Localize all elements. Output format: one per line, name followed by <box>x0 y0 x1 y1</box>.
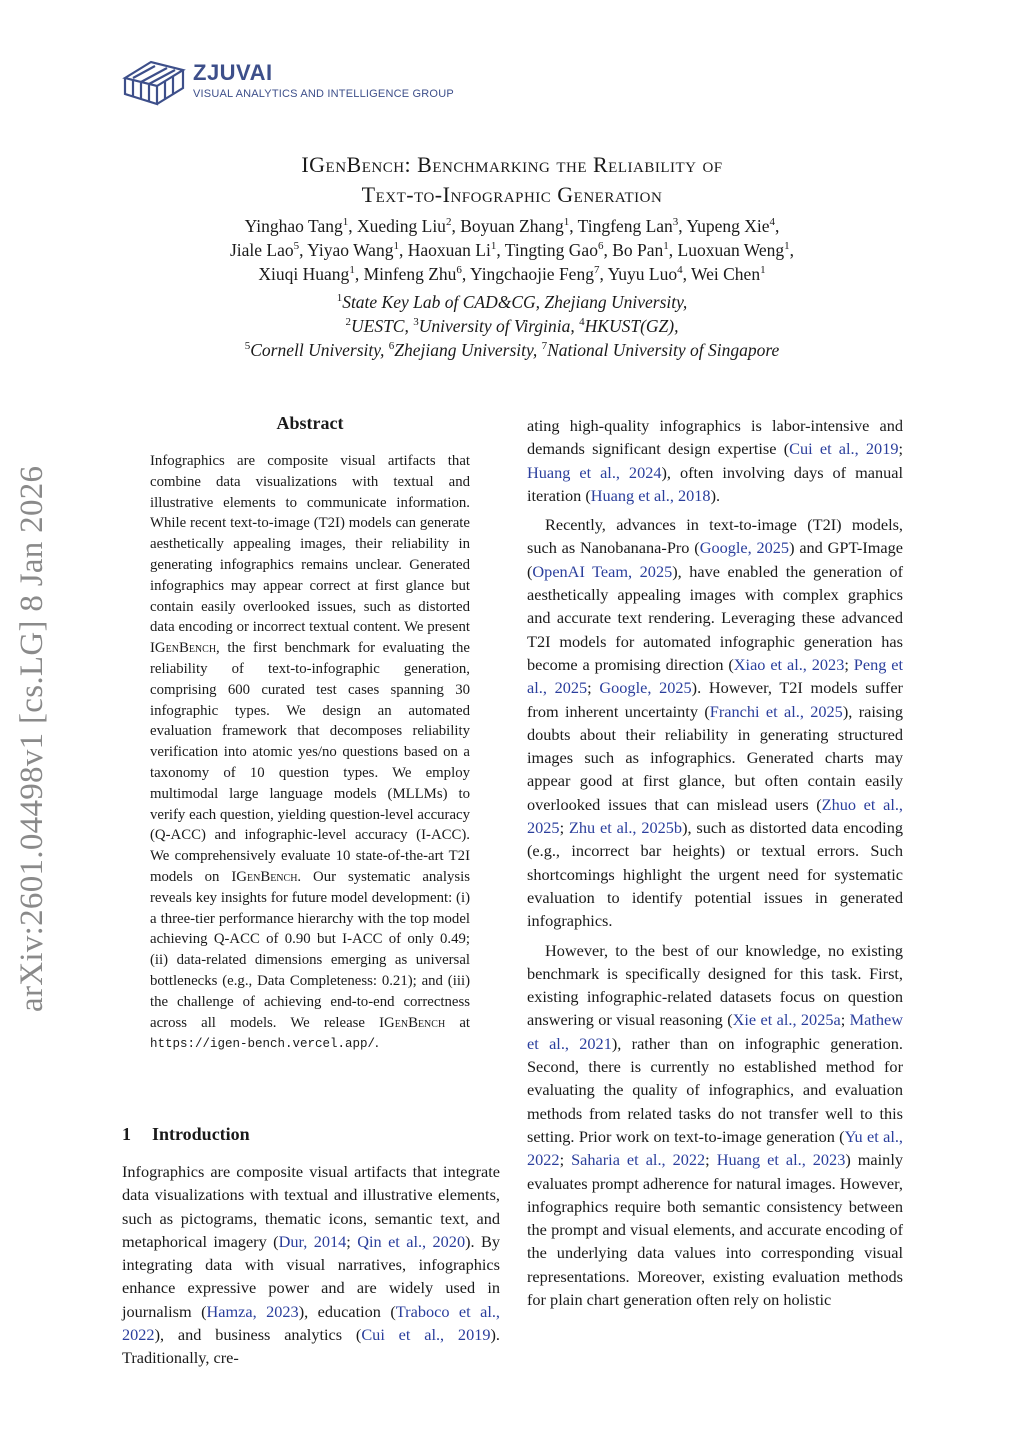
citation-link[interactable]: Cui et al., 2019 <box>361 1325 491 1345</box>
body-paragraph-2: Recently, advances in text-to-image (T2I) models, such as Nanobanana-Pro (Google, 2025) and GPT-Image (OpenAI Team, 2025), have enabled the generation of aesthetically appealing images with complex graphics and accurate text rendering. Leveraging these advanced T2I models for automated infographic generation has become a promising direction (Xiao et al., 2023; Peng et al., 2025; Google, 2025). However, T2I models suffer from inherent uncertainty (Franchi et al., 2025), raising doubts about their reliability in generating structured images such as infographics. Generated charts may appear good at first glance, but often contain easily overlooked issues that can mislead users (Zhuo et al., 2025; Zhu et al., 2025b), such as distorted data encoding (e.g., incorrect bar heights) or textual errors. Such shortcomings highlight the urgent need for systematic evaluation to identify potential issues in generated infographics. <box>527 515 904 931</box>
project-url-link[interactable]: https://igen-bench.vercel.app/ <box>150 1037 376 1052</box>
citation-link[interactable]: Xiao et al., 2023 <box>733 654 845 674</box>
zjuvai-logo <box>121 56 481 108</box>
cube-logo-icon <box>121 56 187 108</box>
citation-link[interactable]: Traboco et al., 2022 <box>122 1301 500 1345</box>
abstract-text: Infographics are composite visual artifacts that combine data visualizations with textual and illustrative elements to communicate information. While recent text-to-image (T2I) models can generate aesthetically appealing images, their reliability in generating infographics remains unclear. Generated infographics may appear correct at first glance but contain easily overlooked issues, such as distorted data encoding or incorrect textual content. We present IGenBench, the first benchmark for evaluating the reliability of text-to-infographic generation, comprising 600 curated test cases spanning 30 infographic types. We design an automated evaluation framework that decomposes reliability verification into atomic yes/no questions based on a taxonomy of 10 question types. We employ multimodal large language models (MLLMs) to verify each question, yielding question-level accuracy (Q-ACC) and infographic-level accuracy (I-ACC). We comprehensively evaluate 10 state-of-the-art T2I models on IGenBench. Our systematic analysis reveals key insights for future model development: (i) a three-tier performance hierarchy with the top model achieving Q-ACC of 0.90 but I-ACC of only 0.49; (ii) data-related dimensions emerging as universal bottlenecks (e.g., Data Completeness: 0.21); and (iii) the challenge of achieving end-to-end correctness across all models. We release IGenBench at https://igen-bench.vercel.app/. <box>150 453 471 1052</box>
citation-link[interactable]: Peng et al., 2025 <box>527 654 903 698</box>
section-heading <box>122 1124 250 1145</box>
citation-link[interactable]: Google, 2025 <box>699 538 790 558</box>
citation-link[interactable]: Zhuo et al., 2025 <box>527 794 903 838</box>
citation-link[interactable]: Saharia et al., 2022 <box>571 1150 706 1170</box>
citation-link[interactable]: Cui et al., 2019 <box>789 439 899 459</box>
intro-paragraph: Infographics are composite visual artifacts that integrate data visualizations with textual and illustrative elements, such as pictograms, thematic icons, semantic text, and metaphorical imagery (Dur, 2014; Qin et al., 2020). By integrating data with visual narratives, infographics enhance expressive power and are widely used in journalism (Hamza, 2023), education (Traboco et al., 2022), and business analytics (Cui et al., 2019). Traditionally, cre- <box>122 1162 500 1368</box>
citation-link[interactable]: Huang et al., 2023 <box>716 1150 846 1170</box>
citation-link[interactable]: Google, 2025 <box>599 678 692 698</box>
section-title: Introduction <box>152 1124 250 1144</box>
citation-link[interactable]: Dur, 2014 <box>278 1231 347 1251</box>
author-list <box>0 214 1024 286</box>
citation-link[interactable]: Mathew et al., 2021 <box>527 1010 903 1053</box>
affiliation-line-3: $^5$Cornell University, $^6$Zhejiang University, $^7$National University of Singapore <box>244 340 780 360</box>
logo-subtitle: VISUAL ANALYTICS AND INTELLIGENCE GROUP <box>193 88 454 100</box>
citation-link[interactable]: Zhu et al., 2025b <box>568 818 683 838</box>
author-line-2: Jiale Lao$^5$, Yiyao Wang$^1$, Haoxuan Li$^1$, Tingting Gao$^6$, Bo Pan$^1$, Luoxuan Weng$^1$, <box>229 240 795 260</box>
affiliation-line-2: $^2$UESTC, $^3$University of Virginia, $^4$HKUST(GZ), <box>345 316 679 336</box>
body-paragraph-1: ating high-quality infographics is labor-intensive and demands significant design expertise (Cui et al., 2019; Huang et al., 2024), often involving days of manual iteration (Huang et al., 2018). <box>527 416 904 505</box>
logo-name: ZJUVAI <box>193 60 273 85</box>
citation-link[interactable]: Xie et al., 2025a <box>732 1010 841 1030</box>
citation-link[interactable]: Qin et al., 2020 <box>357 1231 466 1251</box>
right-column <box>527 414 903 1311</box>
paper-title <box>0 150 1024 210</box>
affiliation-line-1: $^1$State Key Lab of CAD&CG, Zhejiang University, <box>336 292 688 312</box>
citation-link[interactable]: Franchi et al., 2025 <box>709 701 843 721</box>
body-paragraph-3: However, to the best of our knowledge, no existing benchmark is specifically designed for this task. First, existing infographic-related datasets focus on question answering or visual reasoning (Xie et al., 2025a; Mathew et al., 2021), rather than on infographic generation. Second, there is currently no established method for evaluating the quality of infographics, and evaluation methods from related tasks do not transfer well to this setting. Prior work on text-to-image generation (Yu et al., 2022; Saharia et al., 2022; Huang et al., 2023) mainly evaluates prompt adherence for natural images. However, infographics require both semantic consistency between the prompt and visual elements, and accurate encoding of the underlying data values into corresponding visual representations. Moreover, existing evaluation methods for plain chart generation often rely on holistic <box>527 940 904 1309</box>
citation-link[interactable]: Yu et al., 2022 <box>527 1126 904 1170</box>
title-line-1: IGenBench: Benchmarking the Reliability of <box>301 152 723 177</box>
arxiv-stamp[interactable]: arXiv:2601.04498v1 [cs.LG] 8 Jan 2026 <box>14 465 50 1012</box>
citation-link[interactable]: Huang et al., 2018 <box>590 485 711 505</box>
author-line-1: Yinghao Tang$^1$, Xueding Liu$^2$, Boyuan Zhang$^1$, Tingfeng Lan$^3$, Yupeng Xie$^4$, <box>244 216 780 236</box>
affiliations <box>0 290 1024 362</box>
section-number: 1 <box>122 1124 131 1144</box>
author-line-3: Xiuqi Huang$^1$, Minfeng Zhu$^6$, Yingchaojie Feng$^7$, Yuyu Luo$^4$, Wei Chen$^1$ <box>258 264 766 284</box>
abstract-heading: Abstract <box>276 413 344 433</box>
citation-link[interactable]: Huang et al., 2024 <box>527 462 662 482</box>
citation-link[interactable]: Hamza, 2023 <box>206 1301 299 1321</box>
citation-link[interactable]: OpenAI Team, 2025 <box>532 561 673 581</box>
title-line-2: Text-to-Infographic Generation <box>361 182 663 207</box>
